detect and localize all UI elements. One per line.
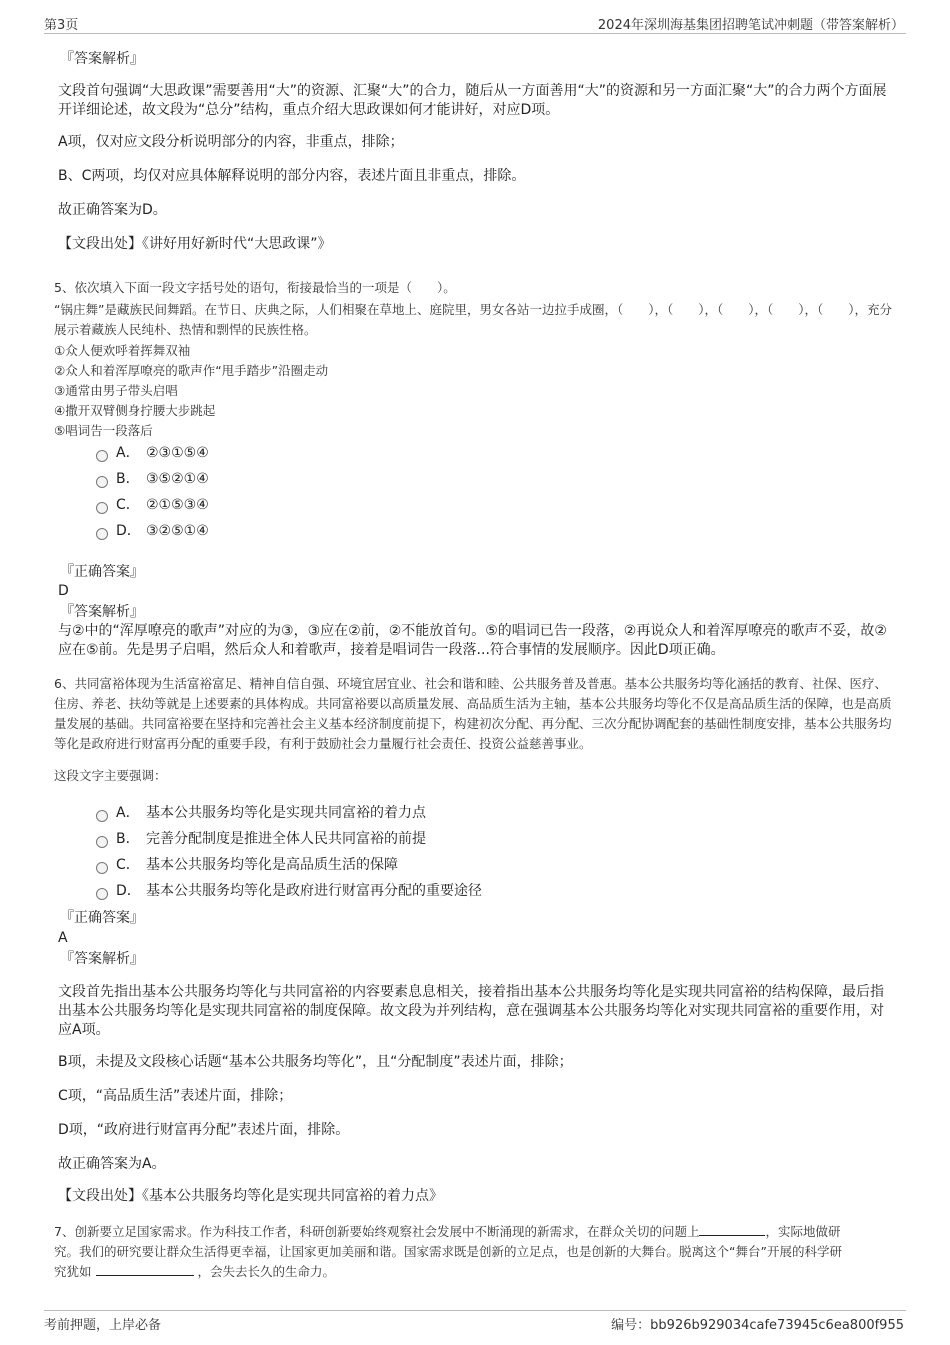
answer-label: 『正确答案』	[60, 564, 144, 580]
source-citation: 【文段出处】《讲好用好新时代“大思政课”》	[58, 236, 332, 252]
header-rule	[44, 33, 906, 34]
analysis-label: 『答案解析』	[60, 604, 144, 620]
analysis-conclusion: 故正确答案为A。	[58, 1156, 166, 1172]
analysis-conclusion: 故正确答案为D。	[58, 202, 167, 218]
option-c[interactable]: C． 基本公共服务均等化是高品质生活的保障	[96, 855, 398, 875]
page-number: 第3页	[44, 18, 79, 33]
footer-rule	[44, 1310, 906, 1311]
question-passage: “锅庄舞”是藏族民间舞蹈。在节日、庆典之际，人们相聚在草地上、庭院里，男女各站一边拉手成圈，（ ），（ ），（ ），（ ），（ ），充分展示着藏族人民纯朴、热情和剽悍的民族性格。	[54, 302, 892, 337]
analysis-paragraph: 文段首句强调“大思政课”需要善用“大”的资源、汇聚“大”的合力，随后从一方面善用“大”的资源和另一方面汇聚“大”的合力两个方面展开详细论述，故文段为“总分”结构，重点介绍大思政课如何才能讲好，对应D项。	[58, 83, 887, 118]
analysis-label: 『答案解析』	[60, 51, 144, 67]
analysis-paragraph: B、C两项，均仅对应具体解释说明的部分内容，表述片面且非重点，排除。	[58, 168, 526, 184]
radio-icon[interactable]	[96, 888, 108, 900]
radio-icon[interactable]	[96, 810, 108, 822]
radio-icon[interactable]	[96, 502, 108, 514]
answer-value: A	[58, 930, 68, 946]
option-d[interactable]: D． ③②⑤①④	[96, 521, 209, 541]
option-d[interactable]: D． 基本公共服务均等化是政府进行财富再分配的重要途径	[96, 881, 482, 901]
analysis-label: 『答案解析』	[60, 951, 144, 967]
question-prompt: 这段文字主要强调：	[54, 768, 167, 783]
option-b[interactable]: B． 完善分配制度是推进全体人民共同富裕的前提	[96, 829, 426, 849]
question-stem: 6、共同富裕体现为生活富裕富足、精神自信自强、环境宜居宜业、社会和谐和睦、公共服务普及普惠。基本公共服务均等化涵括的教育、社保、医疗、住房、养老、扶幼等就是上述要素的具体构成。共同富裕要以高质量发展、高品质生活为主轴，基本公共服务均等化不仅是高品质生活的保障，也是高质量发展的基础。共同富裕要在坚持和完善社会主义基本经济制度前提下，构建初次分配、再分配、三次分配协调配套的基础性制度安排，基本公共服务均等化是政府进行财富再分配的重要手段，有利于鼓励社会力量履行社会责任、投资公益慈善事业。	[54, 676, 892, 751]
fill-blank-2[interactable]	[96, 1263, 194, 1276]
sentence-item: ②众人和着浑厚嘹亮的歌声作“甩手踏步”沿圈走动	[54, 363, 329, 378]
radio-icon[interactable]	[96, 862, 108, 874]
fill-blank-1[interactable]	[699, 1223, 765, 1236]
analysis-paragraph: C项，“高品质生活”表述片面，排除；	[58, 1088, 293, 1104]
document-code: 编号：bb926b929034cafe73945c6ea800f955	[611, 1318, 904, 1333]
question-stem: 5、依次填入下面一段文字括号处的语句，衔接最恰当的一项是（ ）。	[54, 280, 456, 295]
sentence-item: ①众人便欢呼着挥舞双袖	[54, 343, 191, 358]
analysis-paragraph: 与②中的“浑厚嘹亮的歌声”对应的为③，③应在②前，②不能放首句。⑤的唱词已告一段落，②再说众人和着浑厚嘹亮的歌声不妥，故②应在⑤前。先是男子启唱，然后众人和着歌声，接着是唱词告一段落...符合事情的发展顺序。因此D项正确。	[58, 623, 887, 658]
footer-slogan: 考前押题，上岸必备	[44, 1318, 162, 1333]
document-title: 2024年深圳海基集团招聘笔试冲刺题（带答案解析）	[597, 18, 904, 33]
answer-value: D	[58, 583, 69, 599]
radio-icon[interactable]	[96, 450, 108, 462]
option-a[interactable]: A． ②③①⑤④	[96, 443, 209, 463]
radio-icon[interactable]	[96, 836, 108, 848]
answer-label: 『正确答案』	[60, 910, 144, 926]
source-citation: 【文段出处】《基本公共服务均等化是实现共同富裕的着力点》	[58, 1188, 443, 1204]
analysis-paragraph: B项，未提及文段核心话题“基本公共服务均等化”，且“分配制度”表述片面，排除；	[58, 1054, 573, 1070]
question-stem: 7、创新要立足国家需求。作为科技工作者，科研创新要始终观察社会发展中不断涌现的新需求，在群众关切的问题上 ，实际地做研 究。我们的研究要让群众生活得更幸福，让国家更加美丽和谐。国家需求既是创新的立足点，也是创新的大舞台。脱离这个“舞台”开展的科学研 究犹如 ，会失去长久的生命力。	[54, 1224, 842, 1279]
sentence-item: ⑤唱词告一段落后	[54, 423, 153, 438]
analysis-paragraph: A项，仅对应文段分析说明部分的内容，非重点，排除；	[58, 134, 404, 150]
sentence-item: ③通常由男子带头启唱	[54, 383, 178, 398]
option-c[interactable]: C． ②①⑤③④	[96, 495, 209, 515]
radio-icon[interactable]	[96, 476, 108, 488]
option-b[interactable]: B． ③⑤②①④	[96, 469, 209, 489]
sentence-item: ④撒开双臂侧身拧腰大步跳起	[54, 403, 216, 418]
radio-icon[interactable]	[96, 528, 108, 540]
option-a[interactable]: A． 基本公共服务均等化是实现共同富裕的着力点	[96, 803, 426, 823]
analysis-paragraph: D项，“政府进行财富再分配”表述片面，排除。	[58, 1122, 350, 1138]
analysis-paragraph: 文段首先指出基本公共服务均等化与共同富裕的内容要素息息相关，接着指出基本公共服务均等化是实现共同富裕的结构保障，最后指出基本公共服务均等化是实现共同富裕的制度保障。故文段为并列结构，意在强调基本公共服务均等化对实现共同富裕的重要作用，对应A项。	[58, 984, 884, 1038]
